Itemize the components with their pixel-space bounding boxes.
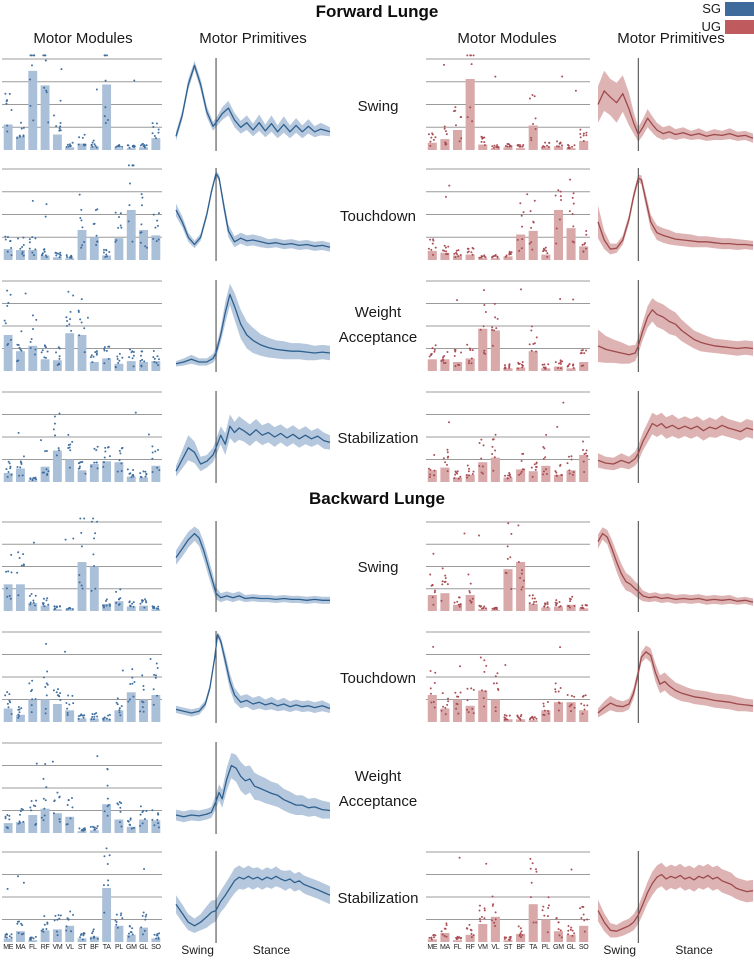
muscle-label-rf: RF — [40, 944, 50, 951]
chart-fl-touchdown-sg-primitives — [176, 168, 330, 261]
phase-axis-labels-ug — [598, 943, 753, 959]
chart-bl-touchdown-sg-modules — [2, 631, 162, 723]
chart-fl-stabilization-ug-modules — [426, 391, 590, 483]
legend-item-sg — [658, 0, 754, 17]
chart-fl-weight-acceptance-sg-primitives — [176, 280, 330, 372]
muscle-label-bf: BF — [516, 944, 525, 951]
chart-bl-stabilization-sg-modules — [2, 851, 162, 943]
muscle-label-pl: PL — [114, 944, 123, 951]
row-label-fl-touchdown: Touchdown — [340, 208, 416, 225]
muscle-label-ta: TA — [102, 944, 111, 951]
chart-bl-touchdown-ug-modules — [426, 631, 590, 723]
row-label-fl-stabilization: Stabilization — [337, 430, 419, 447]
phase-label-stance: Stance — [675, 943, 713, 957]
chart-bl-swing-ug-modules — [426, 521, 590, 612]
chart-bl-touchdown-sg-primitives — [176, 631, 330, 723]
chart-fl-swing-ug-primitives — [598, 58, 753, 151]
chart-bl-swing-sg-primitives — [176, 521, 330, 612]
muscle-axis-labels-sg — [2, 944, 162, 951]
chart-fl-touchdown-ug-modules — [426, 168, 590, 261]
muscle-label-gm: GM — [125, 944, 137, 951]
chart-fl-weight-acceptance-ug-modules — [426, 280, 590, 372]
muscle-label-bf: BF — [90, 944, 99, 951]
chart-fl-touchdown-sg-modules — [2, 168, 162, 261]
muscle-label-vl: VL — [491, 944, 500, 951]
muscle-label-vm: VM — [52, 944, 63, 951]
row-label-bl-touchdown: Touchdown — [340, 670, 416, 687]
chart-bl-touchdown-ug-primitives — [598, 631, 753, 723]
row-label-fl-weight-acceptance: Weight Acceptance — [338, 304, 418, 346]
chart-fl-swing-sg-primitives — [176, 58, 330, 151]
muscle-label-vl: VL — [65, 944, 74, 951]
phase-label-stance: Stance — [252, 943, 291, 957]
muscle-label-st: ST — [77, 944, 87, 951]
chart-bl-stabilization-sg-primitives — [176, 851, 330, 943]
legend-swatch-sg — [725, 2, 754, 16]
muscle-label-gl: GL — [566, 944, 576, 951]
muscle-label-ma: MA — [15, 944, 26, 951]
muscle-label-pl: PL — [541, 944, 550, 951]
chart-fl-weight-acceptance-ug-primitives — [598, 280, 753, 372]
muscle-label-me: ME — [3, 944, 14, 951]
muscle-axis-labels-ug — [426, 944, 590, 951]
legend-label-sg: SG — [702, 1, 721, 16]
muscle-label-gl: GL — [139, 944, 148, 951]
chart-bl-swing-ug-primitives — [598, 521, 753, 612]
phase-label-swing: Swing — [603, 943, 637, 957]
chart-fl-touchdown-ug-primitives — [598, 168, 753, 261]
row-label-bl-swing: Swing — [357, 559, 399, 576]
chart-fl-weight-acceptance-sg-modules — [2, 280, 162, 372]
legend-label-ug: UG — [701, 19, 721, 34]
muscle-label-st: ST — [503, 944, 513, 951]
muscle-label-so: SO — [151, 944, 161, 951]
chart-fl-stabilization-sg-primitives — [176, 391, 330, 483]
chart-bl-swing-sg-modules — [2, 521, 162, 612]
muscle-label-ta: TA — [529, 944, 538, 951]
section-title-backward: Backward Lunge — [308, 489, 446, 508]
muscle-label-fl: FL — [453, 944, 462, 951]
chart-fl-stabilization-sg-modules — [2, 391, 162, 483]
row-label-bl-weight-acceptance: Weight Acceptance — [338, 768, 418, 810]
chart-bl-stabilization-ug-primitives — [598, 851, 753, 943]
section-title-forward: Forward Lunge — [315, 2, 439, 21]
chart-fl-swing-sg-modules — [2, 58, 162, 151]
row-label-fl-swing: Swing — [357, 98, 399, 115]
chart-bl-weight-acceptance-sg-modules — [2, 742, 162, 834]
chart-fl-stabilization-ug-primitives — [598, 391, 753, 483]
column-header-modules-sg: Motor Modules — [33, 30, 133, 47]
muscle-label-vm: VM — [477, 944, 488, 951]
column-header-primitives-sg: Motor Primitives — [199, 30, 307, 47]
phase-axis-labels-sg — [176, 943, 330, 959]
chart-bl-stabilization-ug-modules — [426, 851, 590, 943]
muscle-label-rf: RF — [465, 944, 475, 951]
phase-label-swing: Swing — [181, 943, 214, 957]
column-header-primitives-ug: Motor Primitives — [617, 30, 725, 47]
chart-fl-swing-ug-modules — [426, 58, 590, 151]
column-header-modules-ug: Motor Modules — [457, 30, 557, 47]
chart-bl-weight-acceptance-sg-primitives — [176, 742, 330, 834]
row-label-bl-stabilization: Stabilization — [337, 890, 419, 907]
muscle-label-me: ME — [427, 944, 438, 951]
muscle-label-gm: GM — [553, 944, 564, 951]
muscle-label-ma: MA — [439, 944, 450, 951]
muscle-label-fl: FL — [28, 944, 37, 951]
muscle-label-so: SO — [578, 944, 589, 951]
